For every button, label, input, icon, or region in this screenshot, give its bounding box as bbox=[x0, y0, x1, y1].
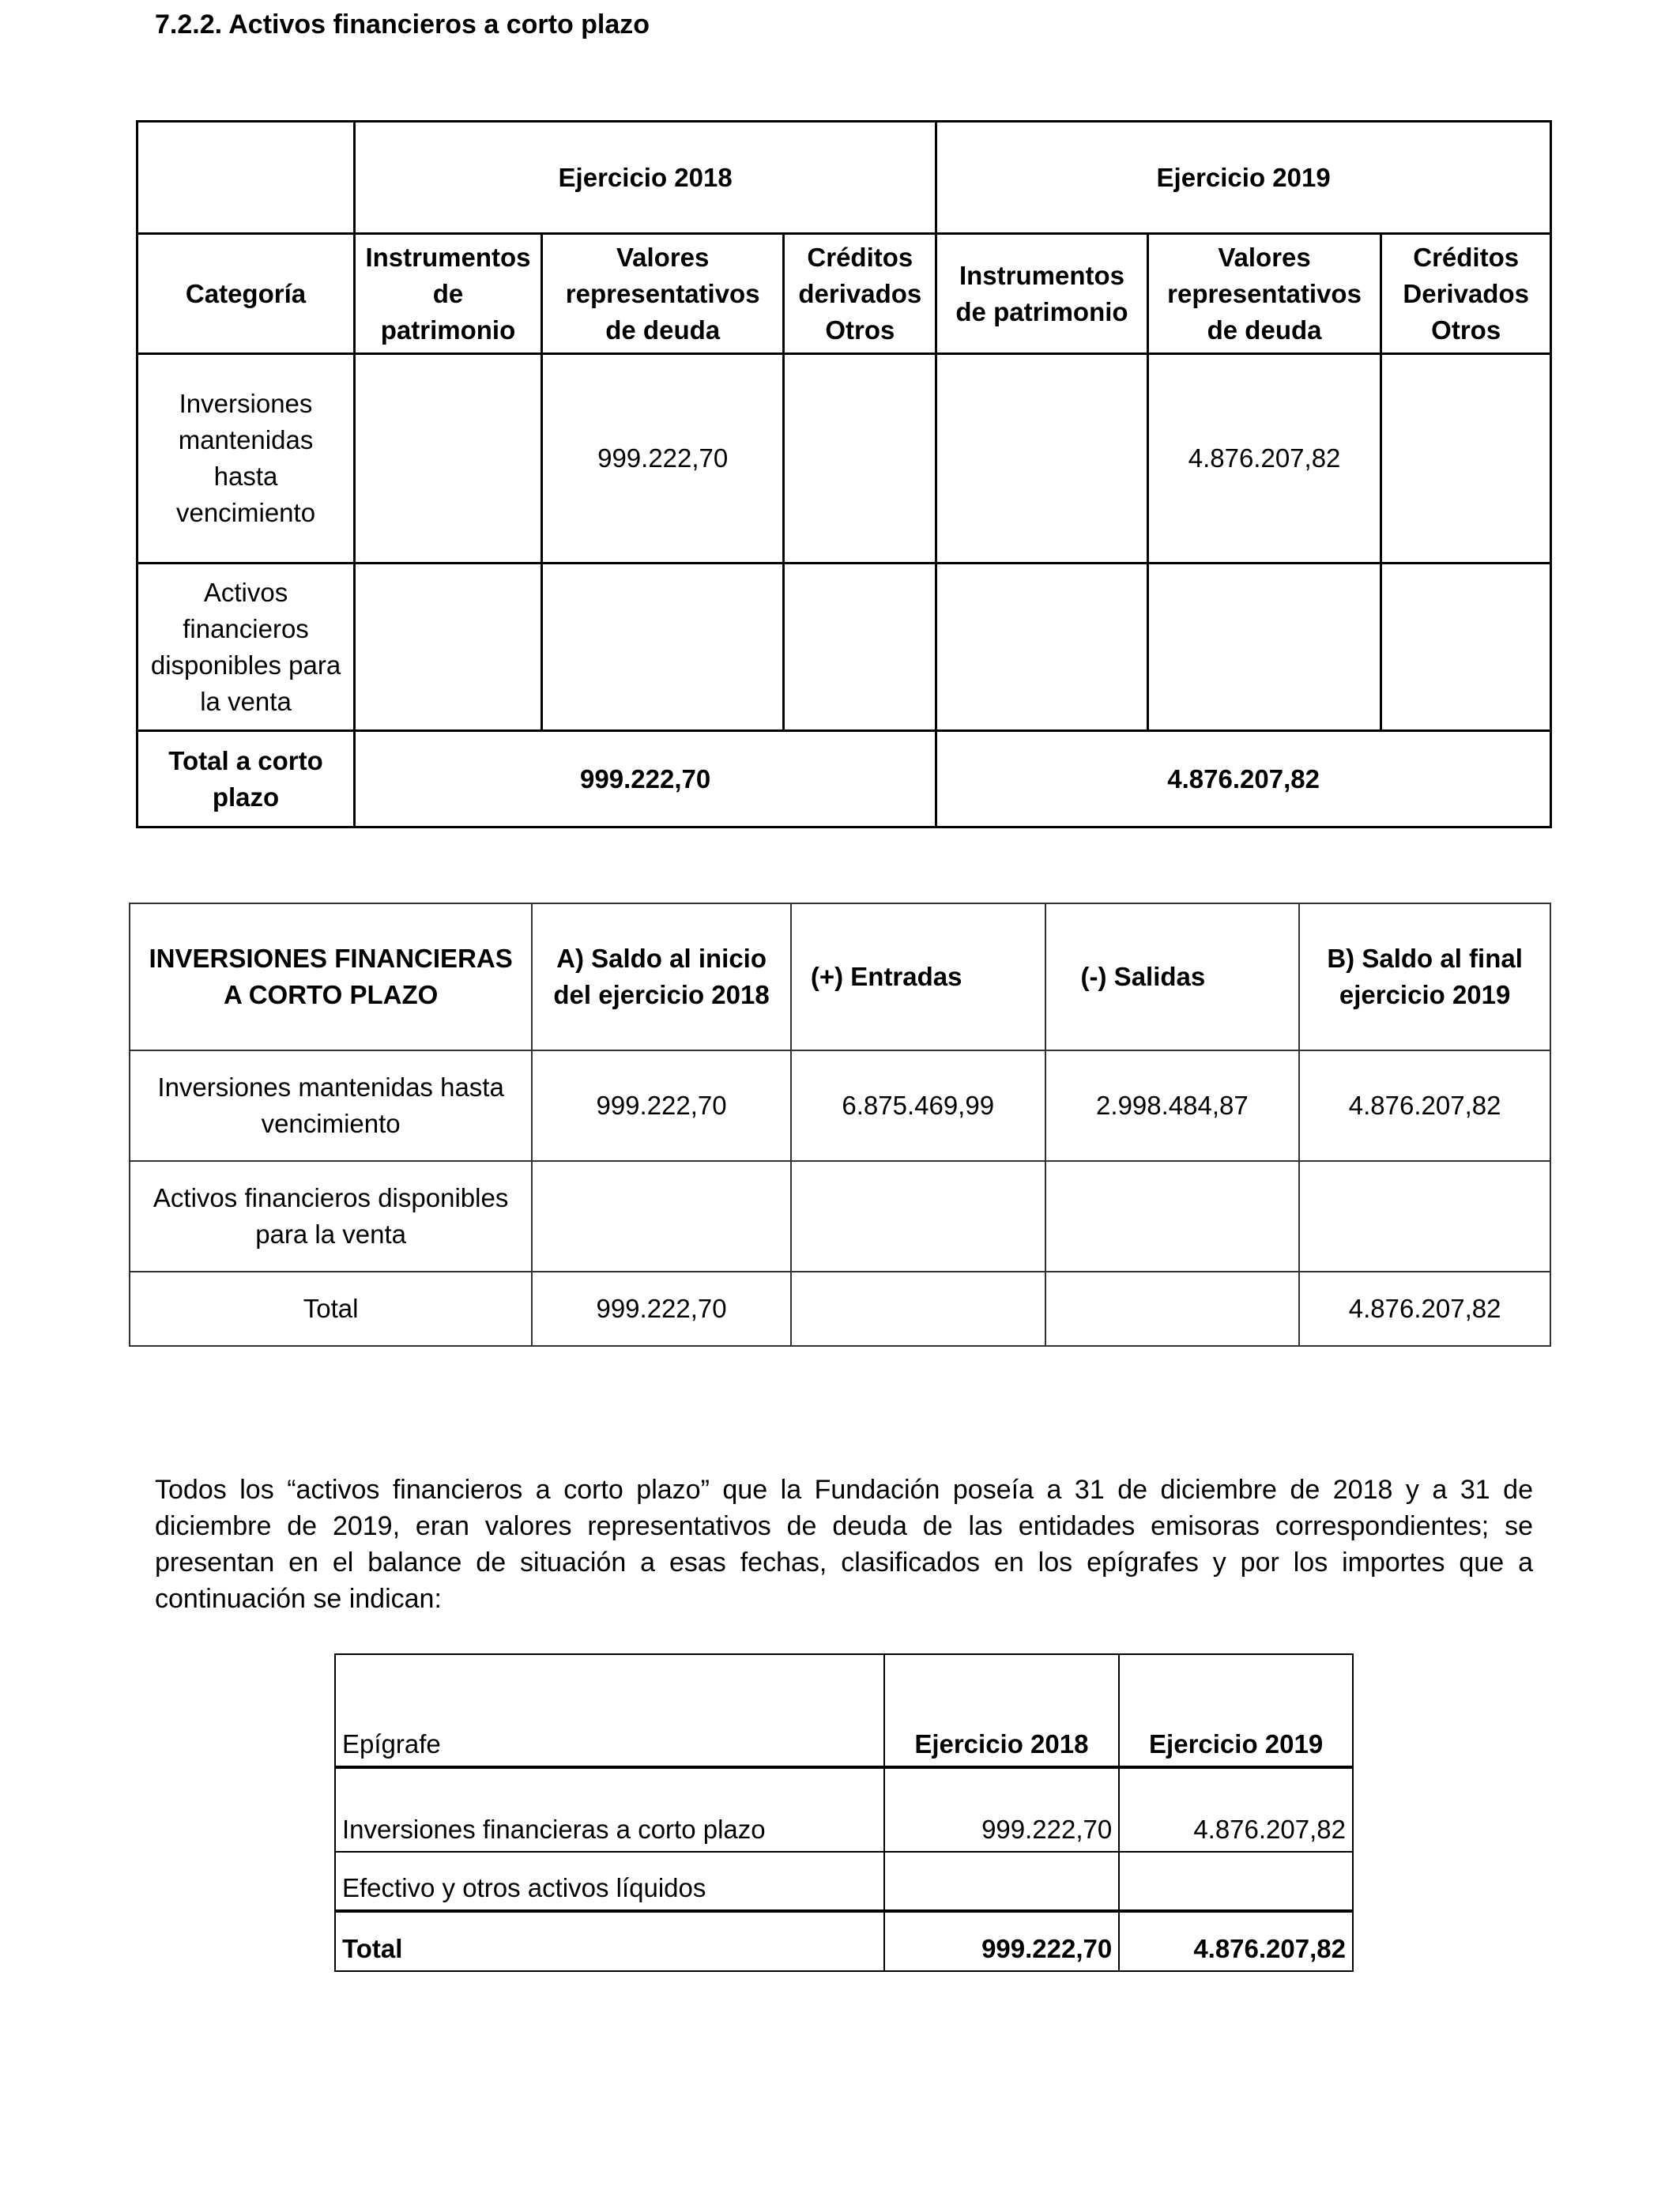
table1-cell bbox=[936, 354, 1148, 564]
table1-cell bbox=[784, 564, 936, 731]
table2-cell-inicio: 999.222,70 bbox=[532, 1050, 791, 1161]
table2-cell-salidas: 2.998.484,87 bbox=[1045, 1050, 1300, 1161]
section-heading: 7.2.2. Activos financieros a corto plazo bbox=[155, 9, 650, 40]
table2-cell-inicio bbox=[532, 1161, 791, 1272]
table3-2019-header: Ejercicio 2019 bbox=[1119, 1654, 1353, 1767]
table3-cell-2018 bbox=[884, 1852, 1120, 1911]
table3-cell-2019 bbox=[1119, 1852, 1353, 1911]
table2-cell-final: 4.876.207,82 bbox=[1299, 1050, 1550, 1161]
investment-movements-table bbox=[129, 903, 1551, 1347]
table1-col-instrumentos-2019: Instrumentos de patrimonio bbox=[936, 234, 1148, 354]
table1-cell bbox=[1381, 354, 1551, 564]
table3-cell-2018: 999.222,70 bbox=[884, 1767, 1120, 1852]
table1-row-activos bbox=[137, 564, 1551, 731]
table1-header-2019: Ejercicio 2019 bbox=[936, 122, 1551, 234]
table1-col-valores-2019: Valores representativos de deuda bbox=[1147, 234, 1381, 354]
table1-total-2019: 4.876.207,82 bbox=[936, 731, 1551, 827]
balance-epigrafe-table bbox=[334, 1653, 1354, 1972]
table2-cell-inicio: 999.222,70 bbox=[532, 1272, 791, 1346]
table1-total-2018: 999.222,70 bbox=[355, 731, 936, 827]
table2-salidas-header: (-) Salidas bbox=[1045, 903, 1300, 1050]
table2-title-header: INVERSIONES FINANCIERAS A CORTO PLAZO bbox=[130, 903, 532, 1050]
explanatory-paragraph: Todos los “activos financieros a corto plazo” que la Fundación poseía a 31 de diciembre de 2018 y a 31 de diciembre de 2019, eran valores representativos de deuda de las entidades emisoras correspondientes; se presentan en el balance de situación a esas fechas, clasificados en los epígrafes y por los importes que a continuación se indican: bbox=[155, 1475, 1533, 1614]
table-row bbox=[130, 1161, 1550, 1272]
table1-col-instrumentos-2018: Instrumentos de patrimonio bbox=[355, 234, 542, 354]
table1-total-label: Total a corto plazo bbox=[137, 731, 355, 827]
table1-row2-label: Activos financieros disponibles para la venta bbox=[137, 564, 355, 731]
table1-cell bbox=[355, 564, 542, 731]
table1-cell bbox=[1381, 564, 1551, 731]
table2-cell-entradas bbox=[791, 1161, 1045, 1272]
table1-col-creditos-2018: Créditos derivados Otros bbox=[784, 234, 936, 354]
table3-total-label: Total bbox=[335, 1911, 884, 1971]
table2-saldo-final-header: B) Saldo al final ejercicio 2019 bbox=[1299, 903, 1550, 1050]
table1-cell bbox=[541, 564, 784, 731]
table3-row-label: Inversiones financieras a corto plazo bbox=[335, 1767, 884, 1852]
table2-cell-salidas bbox=[1045, 1161, 1300, 1272]
table3-total-2018: 999.222,70 bbox=[884, 1911, 1120, 1971]
table1-cell bbox=[936, 564, 1148, 731]
table2-cell-entradas: 6.875.469,99 bbox=[791, 1050, 1045, 1161]
table1-row1-valores-2018: 999.222,70 bbox=[541, 354, 784, 564]
table2-row-label: Activos financieros disponibles para la venta bbox=[130, 1161, 532, 1272]
table3-row-label: Efectivo y otros activos líquidos bbox=[335, 1852, 884, 1911]
table-row bbox=[335, 1852, 1353, 1911]
table1-col-valores-2018: Valores representativos de deuda bbox=[541, 234, 784, 354]
table2-entradas-header: (+) Entradas bbox=[791, 903, 1045, 1050]
financial-assets-table bbox=[136, 120, 1552, 828]
table-row bbox=[335, 1911, 1353, 1971]
table1-col-creditos-2019: Créditos Derivados Otros bbox=[1381, 234, 1551, 354]
table1-category-header: Categoría bbox=[137, 234, 355, 354]
table1-header-2018: Ejercicio 2018 bbox=[355, 122, 936, 234]
table1-row-inversiones bbox=[137, 354, 1551, 564]
table1-cell bbox=[355, 354, 542, 564]
table3-epigrafe-header: Epígrafe bbox=[335, 1654, 884, 1767]
table1-row1-valores-2019: 4.876.207,82 bbox=[1147, 354, 1381, 564]
table2-row-label: Total bbox=[130, 1272, 532, 1346]
table2-cell-salidas bbox=[1045, 1272, 1300, 1346]
table1-row-total bbox=[137, 731, 1551, 827]
table2-cell-entradas bbox=[791, 1272, 1045, 1346]
table-row bbox=[335, 1767, 1353, 1852]
table1-cell bbox=[1147, 564, 1381, 731]
table1-corner-cell bbox=[137, 122, 355, 234]
table2-saldo-inicio-header: A) Saldo al inicio del ejercicio 2018 bbox=[532, 903, 791, 1050]
table2-cell-final bbox=[1299, 1161, 1550, 1272]
table-row bbox=[130, 1050, 1550, 1161]
table3-cell-2019: 4.876.207,82 bbox=[1119, 1767, 1353, 1852]
table3-2018-header: Ejercicio 2018 bbox=[884, 1654, 1120, 1767]
table1-row1-label: Inversiones mantenidas hasta vencimiento bbox=[137, 354, 355, 564]
table1-cell bbox=[784, 354, 936, 564]
table2-cell-final: 4.876.207,82 bbox=[1299, 1272, 1550, 1346]
table2-row-label: Inversiones mantenidas hasta vencimiento bbox=[130, 1050, 532, 1161]
table3-total-2019: 4.876.207,82 bbox=[1119, 1911, 1353, 1971]
table-row bbox=[130, 1272, 1550, 1346]
